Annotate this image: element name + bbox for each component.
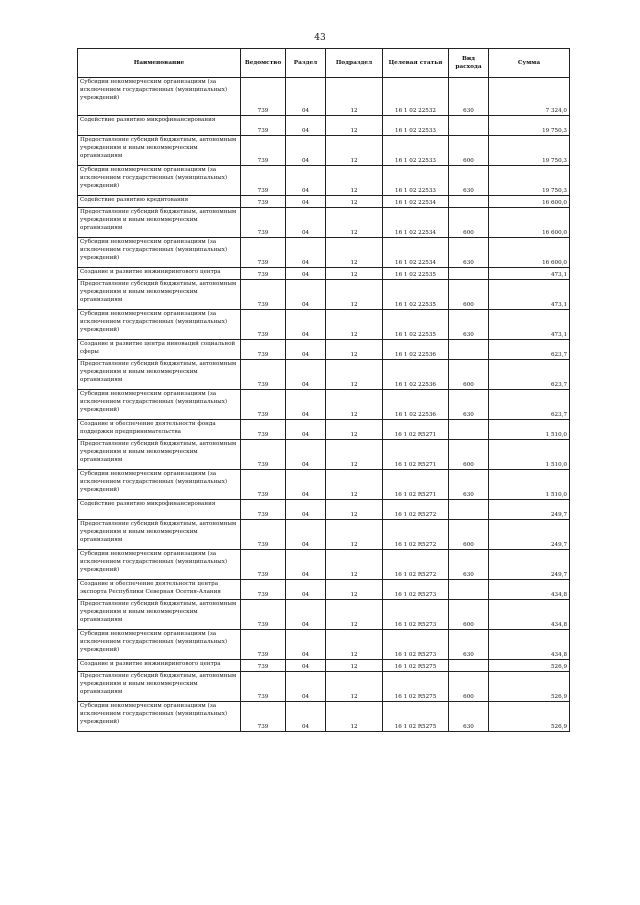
row-podrazdel: 12 [326,340,383,360]
table-row [78,208,570,238]
row-razdel: 04 [286,268,326,280]
row-podrazdel: 12 [326,420,383,440]
row-expense-type: 630 [449,78,489,116]
row-podrazdel: 12 [326,360,383,390]
row-ved: 739 [241,702,286,732]
table-row [78,238,570,268]
row-podrazdel: 12 [326,116,383,136]
row-name: Создание и развитие центра инноваций социальной сферы [78,340,241,360]
row-target-article: 16 1 02 R5275 [383,702,449,732]
row-expense-type: 630 [449,470,489,500]
table-row [78,660,570,672]
row-sum: 473,1 [489,310,570,340]
row-name: Субсидии некоммерческим организациям (за исключением государственных (муниципальных) учреждений) [78,78,241,116]
row-ved: 739 [241,196,286,208]
row-razdel: 04 [286,702,326,732]
row-expense-type: 630 [449,630,489,660]
row-target-article: 16 1 02 22535 [383,280,449,310]
row-target-article: 16 1 02 22534 [383,196,449,208]
row-podrazdel: 12 [326,580,383,600]
table-row [78,340,570,360]
row-name: Предоставление субсидий бюджетным, автономным учреждениям и иным некоммерческим организациям [78,208,241,238]
row-target-article: 16 1 02 R5271 [383,440,449,470]
row-ved: 739 [241,360,286,390]
row-target-article: 16 1 02 22533 [383,116,449,136]
row-name: Предоставление субсидий бюджетным, автономным учреждениям и иным некоммерческим организациям [78,440,241,470]
row-podrazdel: 12 [326,672,383,702]
row-ved: 739 [241,268,286,280]
row-razdel: 04 [286,420,326,440]
row-target-article: 16 1 02 22533 [383,136,449,166]
row-name: Создание и развитие инжинирингового центра [78,268,241,280]
row-ved: 739 [241,660,286,672]
row-sum: 623,7 [489,390,570,420]
row-ved: 739 [241,280,286,310]
row-razdel: 04 [286,208,326,238]
row-target-article: 16 1 02 R5273 [383,580,449,600]
row-podrazdel: 12 [326,630,383,660]
row-expense-type [449,340,489,360]
row-ved: 739 [241,550,286,580]
row-sum: 526,9 [489,660,570,672]
row-razdel: 04 [286,550,326,580]
table-row [78,520,570,550]
table-row [78,500,570,520]
row-expense-type: 630 [449,310,489,340]
row-razdel: 04 [286,166,326,196]
row-expense-type [449,268,489,280]
row-sum: 19 750,3 [489,136,570,166]
table-row [78,166,570,196]
row-target-article: 16 1 02 22533 [383,166,449,196]
column-header-target-article: Целевая статья [383,49,449,78]
row-target-article: 16 1 02 R5273 [383,600,449,630]
row-razdel: 04 [286,116,326,136]
row-name: Субсидии некоммерческим организациям (за исключением государственных (муниципальных) учреждений) [78,550,241,580]
row-expense-type: 630 [449,166,489,196]
row-sum: 249,7 [489,550,570,580]
row-ved: 739 [241,390,286,420]
row-expense-type [449,420,489,440]
row-sum: 1 510,0 [489,470,570,500]
row-podrazdel: 12 [326,500,383,520]
row-target-article: 16 1 02 R5275 [383,672,449,702]
row-name: Субсидии некоммерческим организациям (за исключением государственных (муниципальных) учреждений) [78,310,241,340]
row-ved: 739 [241,420,286,440]
row-target-article: 16 1 02 R5272 [383,550,449,580]
row-podrazdel: 12 [326,268,383,280]
table-row [78,420,570,440]
row-name: Субсидии некоммерческим организациям (за исключением государственных (муниципальных) учреждений) [78,238,241,268]
row-sum: 16 600,0 [489,196,570,208]
row-sum: 473,1 [489,268,570,280]
row-sum: 16 600,0 [489,208,570,238]
row-expense-type [449,660,489,672]
row-expense-type: 600 [449,280,489,310]
row-sum: 623,7 [489,340,570,360]
row-target-article: 16 1 02 22536 [383,340,449,360]
row-razdel: 04 [286,390,326,420]
column-header-expense-type: Вид расхода [449,49,489,78]
table-row [78,550,570,580]
row-sum: 526,9 [489,672,570,702]
row-podrazdel: 12 [326,702,383,732]
row-podrazdel: 12 [326,196,383,208]
table-row [78,196,570,208]
table-row [78,702,570,732]
row-target-article: 16 1 02 22536 [383,360,449,390]
row-razdel: 04 [286,340,326,360]
table-row [78,280,570,310]
row-expense-type: 600 [449,520,489,550]
row-target-article: 16 1 02 R5275 [383,660,449,672]
row-ved: 739 [241,310,286,340]
row-razdel: 04 [286,600,326,630]
row-target-article: 16 1 02 22535 [383,310,449,340]
row-sum: 1 510,0 [489,420,570,440]
row-razdel: 04 [286,196,326,208]
row-ved: 739 [241,600,286,630]
table-row [78,116,570,136]
row-target-article: 16 1 02 22534 [383,208,449,238]
row-podrazdel: 12 [326,470,383,500]
row-ved: 739 [241,580,286,600]
table-row [78,672,570,702]
row-razdel: 04 [286,360,326,390]
row-name: Субсидии некоммерческим организациям (за исключением государственных (муниципальных) учреждений) [78,702,241,732]
row-expense-type: 600 [449,208,489,238]
row-razdel: 04 [286,440,326,470]
row-podrazdel: 12 [326,208,383,238]
row-expense-type: 630 [449,390,489,420]
row-name: Создание и обеспечение деятельности фонда поддержки предпринимательства [78,420,241,440]
row-podrazdel: 12 [326,136,383,166]
row-expense-type: 600 [449,136,489,166]
row-name: Содействие развитию микрофинансирования [78,116,241,136]
page-number: 43 [314,33,326,43]
row-razdel: 04 [286,500,326,520]
row-razdel: 04 [286,78,326,116]
row-name: Предоставление субсидий бюджетным, автономным учреждениям и иным некоммерческим организациям [78,672,241,702]
table-row [78,600,570,630]
row-ved: 739 [241,78,286,116]
row-ved: 739 [241,500,286,520]
row-name: Предоставление субсидий бюджетным, автономным учреждениям и иным некоммерческим организациям [78,600,241,630]
row-ved: 739 [241,440,286,470]
row-target-article: 16 1 02 22536 [383,390,449,420]
table-row [78,470,570,500]
row-name: Субсидии некоммерческим организациям (за исключением государственных (муниципальных) учреждений) [78,166,241,196]
row-expense-type: 630 [449,238,489,268]
table-row [78,630,570,660]
row-podrazdel: 12 [326,166,383,196]
row-ved: 739 [241,238,286,268]
row-razdel: 04 [286,280,326,310]
row-sum: 19 750,3 [489,116,570,136]
row-sum: 434,8 [489,580,570,600]
column-header-razdel: Раздел [286,49,326,78]
row-podrazdel: 12 [326,660,383,672]
row-sum: 249,7 [489,520,570,550]
table-row [78,390,570,420]
row-expense-type [449,580,489,600]
row-sum: 473,1 [489,280,570,310]
row-name: Предоставление субсидий бюджетным, автономным учреждениям и иным некоммерческим организациям [78,136,241,166]
row-target-article: 16 1 02 R5272 [383,500,449,520]
row-name: Создание и развитие инжинирингового центра [78,660,241,672]
row-podrazdel: 12 [326,440,383,470]
row-sum: 434,8 [489,600,570,630]
row-name: Предоставление субсидий бюджетным, автономным учреждениям и иным некоммерческим организациям [78,280,241,310]
row-expense-type: 600 [449,600,489,630]
row-sum: 19 750,3 [489,166,570,196]
table-row [78,136,570,166]
row-razdel: 04 [286,580,326,600]
row-sum: 623,7 [489,360,570,390]
row-name: Содействие развитию микрофинансирования [78,500,241,520]
row-sum: 526,9 [489,702,570,732]
row-name: Предоставление субсидий бюджетным, автономным учреждениям и иным некоммерческим организациям [78,520,241,550]
table-row [78,360,570,390]
column-header-podrazdel: Подраздел [326,49,383,78]
row-sum: 249,7 [489,500,570,520]
row-target-article: 16 1 02 R5271 [383,470,449,500]
column-header-sum: Сумма [489,49,570,78]
row-name: Создание и обеспечение деятельности центра экспорта Республики Северная Осетия-Алания [78,580,241,600]
row-razdel: 04 [286,672,326,702]
row-target-article: 16 1 02 R5272 [383,520,449,550]
row-name: Субсидии некоммерческим организациям (за исключением государственных (муниципальных) учреждений) [78,390,241,420]
row-razdel: 04 [286,310,326,340]
row-podrazdel: 12 [326,390,383,420]
row-ved: 739 [241,520,286,550]
row-ved: 739 [241,116,286,136]
row-podrazdel: 12 [326,550,383,580]
row-ved: 739 [241,166,286,196]
row-target-article: 16 1 02 22532 [383,78,449,116]
row-target-article: 16 1 02 R5271 [383,420,449,440]
row-name: Предоставление субсидий бюджетным, автономным учреждениям и иным некоммерческим организациям [78,360,241,390]
row-razdel: 04 [286,238,326,268]
column-header-name: Наименование [78,49,241,78]
row-target-article: 16 1 02 22535 [383,268,449,280]
row-podrazdel: 12 [326,520,383,550]
row-ved: 739 [241,470,286,500]
budget-table [77,48,570,732]
table-row [78,440,570,470]
row-razdel: 04 [286,630,326,660]
row-podrazdel: 12 [326,310,383,340]
row-sum: 7 324,0 [489,78,570,116]
row-expense-type: 600 [449,440,489,470]
row-ved: 739 [241,208,286,238]
row-ved: 739 [241,672,286,702]
row-razdel: 04 [286,660,326,672]
row-razdel: 04 [286,136,326,166]
row-name: Содействие развитию кредитования [78,196,241,208]
row-expense-type [449,196,489,208]
row-razdel: 04 [286,520,326,550]
row-expense-type: 630 [449,550,489,580]
row-razdel: 04 [286,470,326,500]
row-podrazdel: 12 [326,78,383,116]
row-podrazdel: 12 [326,280,383,310]
row-expense-type: 630 [449,702,489,732]
table-row [78,580,570,600]
row-expense-type [449,116,489,136]
table-row [78,78,570,116]
row-expense-type: 600 [449,672,489,702]
row-sum: 1 510,0 [489,440,570,470]
row-expense-type [449,500,489,520]
row-expense-type: 600 [449,360,489,390]
row-sum: 16 600,0 [489,238,570,268]
row-name: Субсидии некоммерческим организациям (за исключением государственных (муниципальных) учреждений) [78,470,241,500]
table-header-row [78,49,570,78]
row-target-article: 16 1 02 R5273 [383,630,449,660]
row-target-article: 16 1 02 22534 [383,238,449,268]
row-ved: 739 [241,630,286,660]
row-podrazdel: 12 [326,238,383,268]
row-ved: 739 [241,340,286,360]
row-podrazdel: 12 [326,600,383,630]
row-sum: 434,8 [489,630,570,660]
row-ved: 739 [241,136,286,166]
column-header-ved: Ведомство [241,49,286,78]
table-row [78,310,570,340]
row-name: Субсидии некоммерческим организациям (за исключением государственных (муниципальных) учреждений) [78,630,241,660]
table-row [78,268,570,280]
